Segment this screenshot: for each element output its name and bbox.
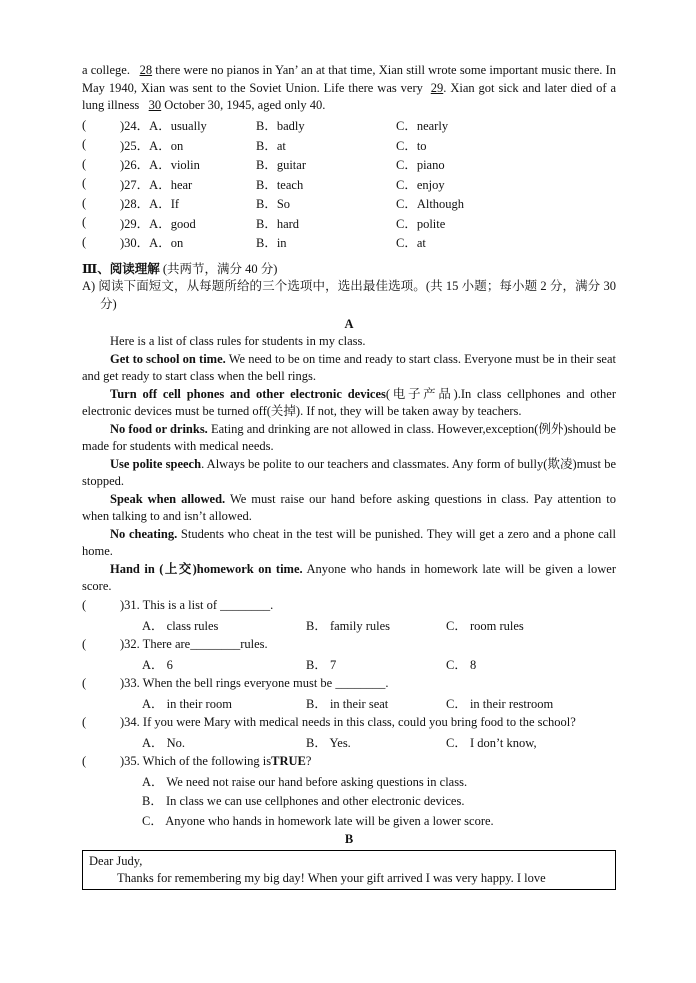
letter-line: Thanks for remembering my big day! When your gift arrived I was very happy. I love (117, 870, 546, 885)
rule-paragraph: No cheating. Students who cheat in the test will be punished. They will get a zero and a phone call home. (82, 526, 616, 558)
rule-paragraph: Speak when allowed. We must raise our hand before asking questions in class. Pay attention to when talking to and isn’t allowed. (82, 491, 616, 523)
blank-28: 28 (139, 63, 153, 77)
option-row: B． In class we can use cellphones and other electronic devices. (142, 794, 465, 809)
passage-a-label: A (344, 317, 354, 331)
question-stem: ( )33. When the bell rings everyone must be ________. (82, 675, 389, 690)
question-stem: ( )32. There are________rules. (82, 636, 268, 651)
rule-paragraph: Use polite speech. Always be polite to our teachers and classmates. Any form of bully(欺凌)must be stopped. (82, 456, 616, 488)
section-instruction: A) 阅读下面短文，从每题所给的三个选项中，选出最佳选项。(共 15 小题；每小题 2 分，满分 30 分) (82, 279, 616, 311)
letter-greeting: Dear Judy, (89, 853, 143, 868)
option-row: A． class rules B． family rules C． room rules (142, 618, 524, 633)
option-row: A． No. B． Yes. C． I don’t know, (142, 735, 537, 750)
cloze-passage-end: a college. 28 there were no pianos in Yan’ an at that time, Xian still wrote some important music there. In May 1940, Xian was sent to the Soviet Union. Life there was very 29. Xian got sick and later died of a lung illness 30 October 30, 1945, aged only 40. (82, 63, 616, 112)
rule-paragraph: Get to school on time. We need to be on time and ready to start class. Everyone must be in their seat and get ready to start class when the bell rings. (82, 351, 617, 383)
option-row: A． We need not raise our hand before asking questions in class. (142, 774, 468, 789)
cloze-question-list (82, 116, 616, 253)
question-row: ( )28．A．If B．So C．Although (82, 195, 465, 212)
letter-box (82, 850, 616, 890)
option-row: A． 6 B． 7 C． 8 (142, 657, 477, 672)
exam-page (82, 62, 616, 890)
question-row: ( )27．A．hear B．teach C．enjoy (82, 176, 445, 192)
reading-question-list (82, 596, 616, 830)
question-row: ( )24．A．usually B．badly C．nearly (82, 117, 449, 134)
question-stem: ( )34. If you were Mary with medical needs in this class, could you bring food to the school? (82, 714, 576, 729)
question-row: ( )30．A．on B．in C．at (82, 234, 426, 251)
rule-paragraph: No food or drinks. Eating and drinking are not allowed in class. However,exception(例外)should be made for students with medical needs. (82, 421, 616, 453)
question-row: ( )29．A．good B．hard C．polite (82, 215, 446, 231)
question-stem: ( )35. Which of the following is TRUE ? (82, 753, 312, 768)
rule-paragraph: Turn off cell phones and other electronic devices(电子产品).In class cellphones and other electronic devices must be turned off(关掉). If not, they will be taken away by teachers. (82, 386, 616, 418)
section-heading: Ⅲ、阅读理解 (共两节，满分 40 分) (82, 262, 278, 276)
blank-30: 30 (148, 98, 162, 112)
passage-b-label: B (344, 831, 354, 846)
option-row: C． Anyone who hands in homework late will be given a lower score. (142, 813, 494, 828)
option-row: A． in their room B． in their seat C． in their restroom (142, 696, 554, 711)
blank-29: 29 (430, 80, 444, 95)
question-stem: ( )31. This is a list of ________. (82, 597, 274, 612)
question-row: ( )25．A．on B．at C．to (82, 137, 427, 153)
question-row: ( )26．A．violin B．guitar C．piano (82, 156, 445, 173)
rule-paragraph: Hand in (上交)homework on time. Anyone who hands in homework late will be given a lower score. (82, 561, 616, 593)
passage-a-intro: Here is a list of class rules for students in my class. (110, 334, 366, 348)
